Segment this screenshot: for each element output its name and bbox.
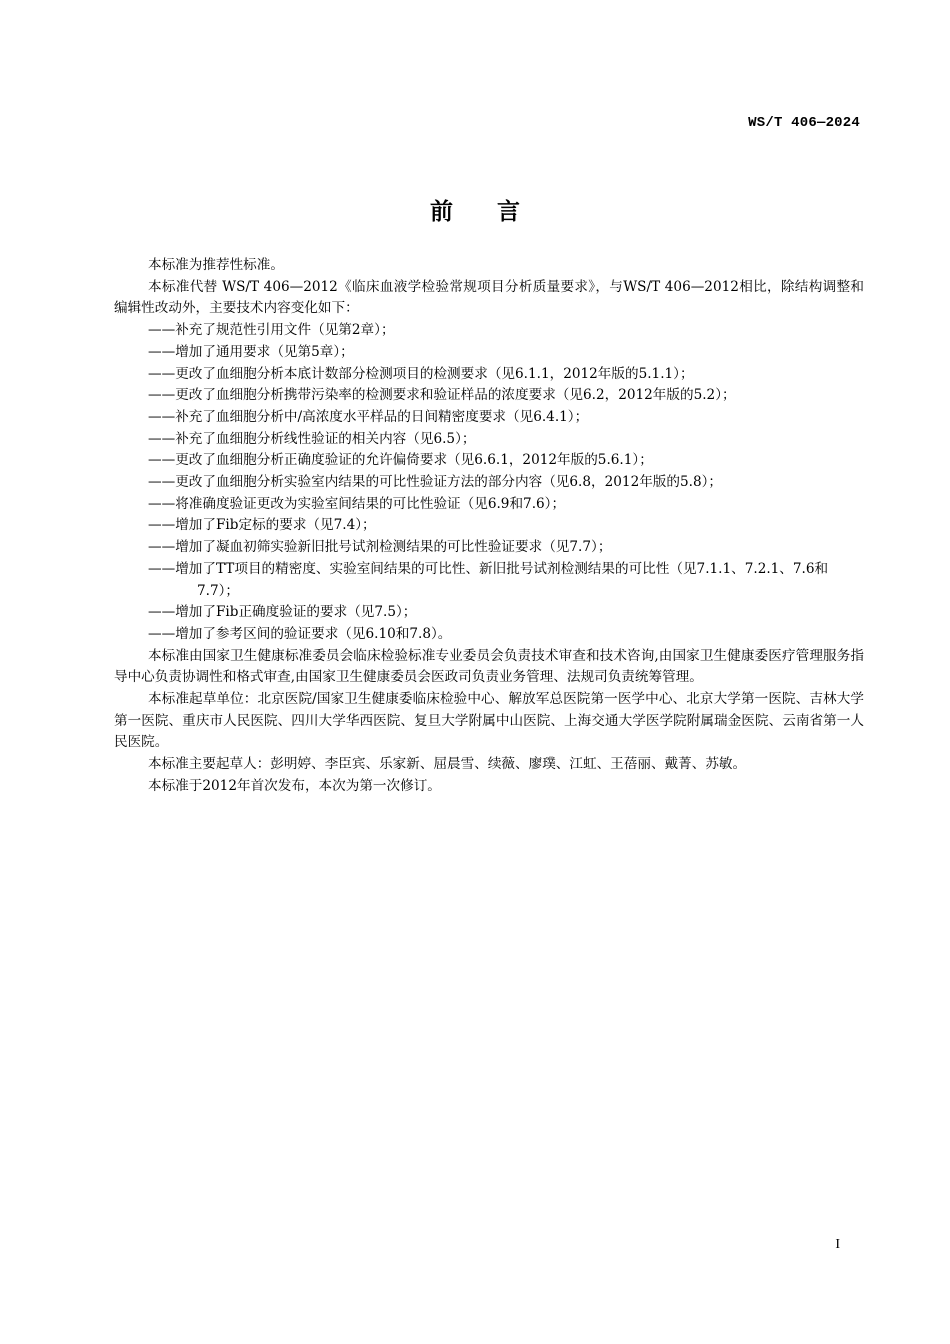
recommendation-paragraph: 本标准为推荐性标准。 <box>148 257 284 273</box>
page-title: 前言 <box>430 199 564 225</box>
list-item-text: 补充了血细胞分析中/高浓度水平样品的日间精密度要求（见6.4.1）； <box>175 408 589 425</box>
list-item-text: 增加了TT项目的精密度、实验室间结果的可比性、新旧批号试剂检测结果的可比性（见7.1.1、7.2.1、7.6和7.7）； <box>175 560 829 599</box>
dash-marker: —— <box>148 365 176 382</box>
drafting-units-paragraph: 本标准起草单位：北京医院/国家卫生健康委临床检验中心、解放军总医院第一医学中心、北京大学第一医院、吉林大学第一医院、重庆市人民医院、四川大学华西医院、复旦大学附属中山医院、上海交通大学医学院附属瑞金医院、云南省第一人民医院。 <box>114 691 864 751</box>
page-number: I <box>835 1237 840 1252</box>
list-item <box>114 342 864 364</box>
dash-marker: —— <box>148 322 176 339</box>
list-item-text: 增加了Fib定标的要求（见7.4）； <box>175 517 376 534</box>
list-item <box>114 537 864 559</box>
dash-marker: —— <box>148 495 176 512</box>
list-item <box>114 450 864 472</box>
list-item-text: 更改了血细胞分析本底计数部分检测项目的检测要求（见6.1.1，2012年版的5.1.1）； <box>175 365 694 382</box>
foreword-content <box>114 255 864 798</box>
list-item <box>114 429 864 451</box>
list-item <box>114 624 864 646</box>
history-paragraph: 本标准于2012年首次发布，本次为第一次修订。 <box>148 777 441 794</box>
dash-marker: —— <box>148 474 176 491</box>
standard-code: WS/T 406—2024 <box>748 115 860 131</box>
list-item-text: 增加了参考区间的验证要求（见6.10和7.8）。 <box>175 625 452 642</box>
dash-marker: —— <box>148 343 176 360</box>
dash-marker: —— <box>148 387 176 404</box>
administration-paragraph: 本标准由国家卫生健康标准委员会临床检验标准专业委员会负责技术审查和技术咨询,由国家卫生健康委医疗管理服务指导中心负责协调性和格式审查,由国家卫生健康委员会医政司负责业务管理、法规司负责统筹管理。 <box>114 647 864 686</box>
list-item-text: 将准确度验证更改为实验室间结果的可比性验证（见6.9和7.6）； <box>175 495 566 512</box>
list-item-text: 增加了Fib正确度验证的要求（见7.5）； <box>175 604 417 621</box>
dash-marker: —— <box>148 430 176 447</box>
list-item <box>114 602 864 624</box>
replacement-paragraph: 本标准代替 WS/T 406—2012《临床血液学检验常规项目分析质量要求》，与WS/T 406—2012相比，除结构调整和编辑性改动外，主要技术内容变化如下： <box>114 278 864 317</box>
change-list <box>114 320 864 646</box>
list-item <box>114 559 864 602</box>
list-item <box>114 320 864 342</box>
dash-marker: —— <box>148 517 176 534</box>
list-item-text: 补充了规范性引用文件（见第2章）； <box>175 322 395 339</box>
list-item-text: 增加了凝血初筛实验新旧批号试剂检测结果的可比性验证要求（见7.7）； <box>175 539 612 556</box>
dash-marker: —— <box>148 625 176 642</box>
list-item <box>114 385 864 407</box>
drafters-paragraph: 本标准主要起草人：彭明婷、李臣宾、乐家新、屈晨雪、续薇、廖璞、江虹、王蓓丽、戴菁、苏敏。 <box>148 756 747 773</box>
list-item <box>114 364 864 386</box>
list-item-text: 更改了血细胞分析携带污染率的检测要求和验证样品的浓度要求（见6.2，2012年版的5.2）； <box>175 387 736 404</box>
dash-marker: —— <box>148 452 176 469</box>
list-item <box>114 494 864 516</box>
dash-marker: —— <box>148 539 176 556</box>
list-item-text: 更改了血细胞分析实验室内结果的可比性验证方法的部分内容（见6.8，2012年版的5.8）； <box>175 474 722 491</box>
dash-marker: —— <box>148 408 176 425</box>
list-item-text: 增加了通用要求（见第5章）； <box>175 343 354 360</box>
list-item <box>114 472 864 494</box>
list-item-text: 更改了血细胞分析正确度验证的允许偏倚要求（见6.6.1，2012年版的5.6.1）； <box>175 452 653 469</box>
list-item <box>114 407 864 429</box>
list-item-text: 补充了血细胞分析线性验证的相关内容（见6.5）； <box>175 430 476 447</box>
list-item <box>114 515 864 537</box>
dash-marker: —— <box>148 560 176 577</box>
dash-marker: —— <box>148 604 176 621</box>
